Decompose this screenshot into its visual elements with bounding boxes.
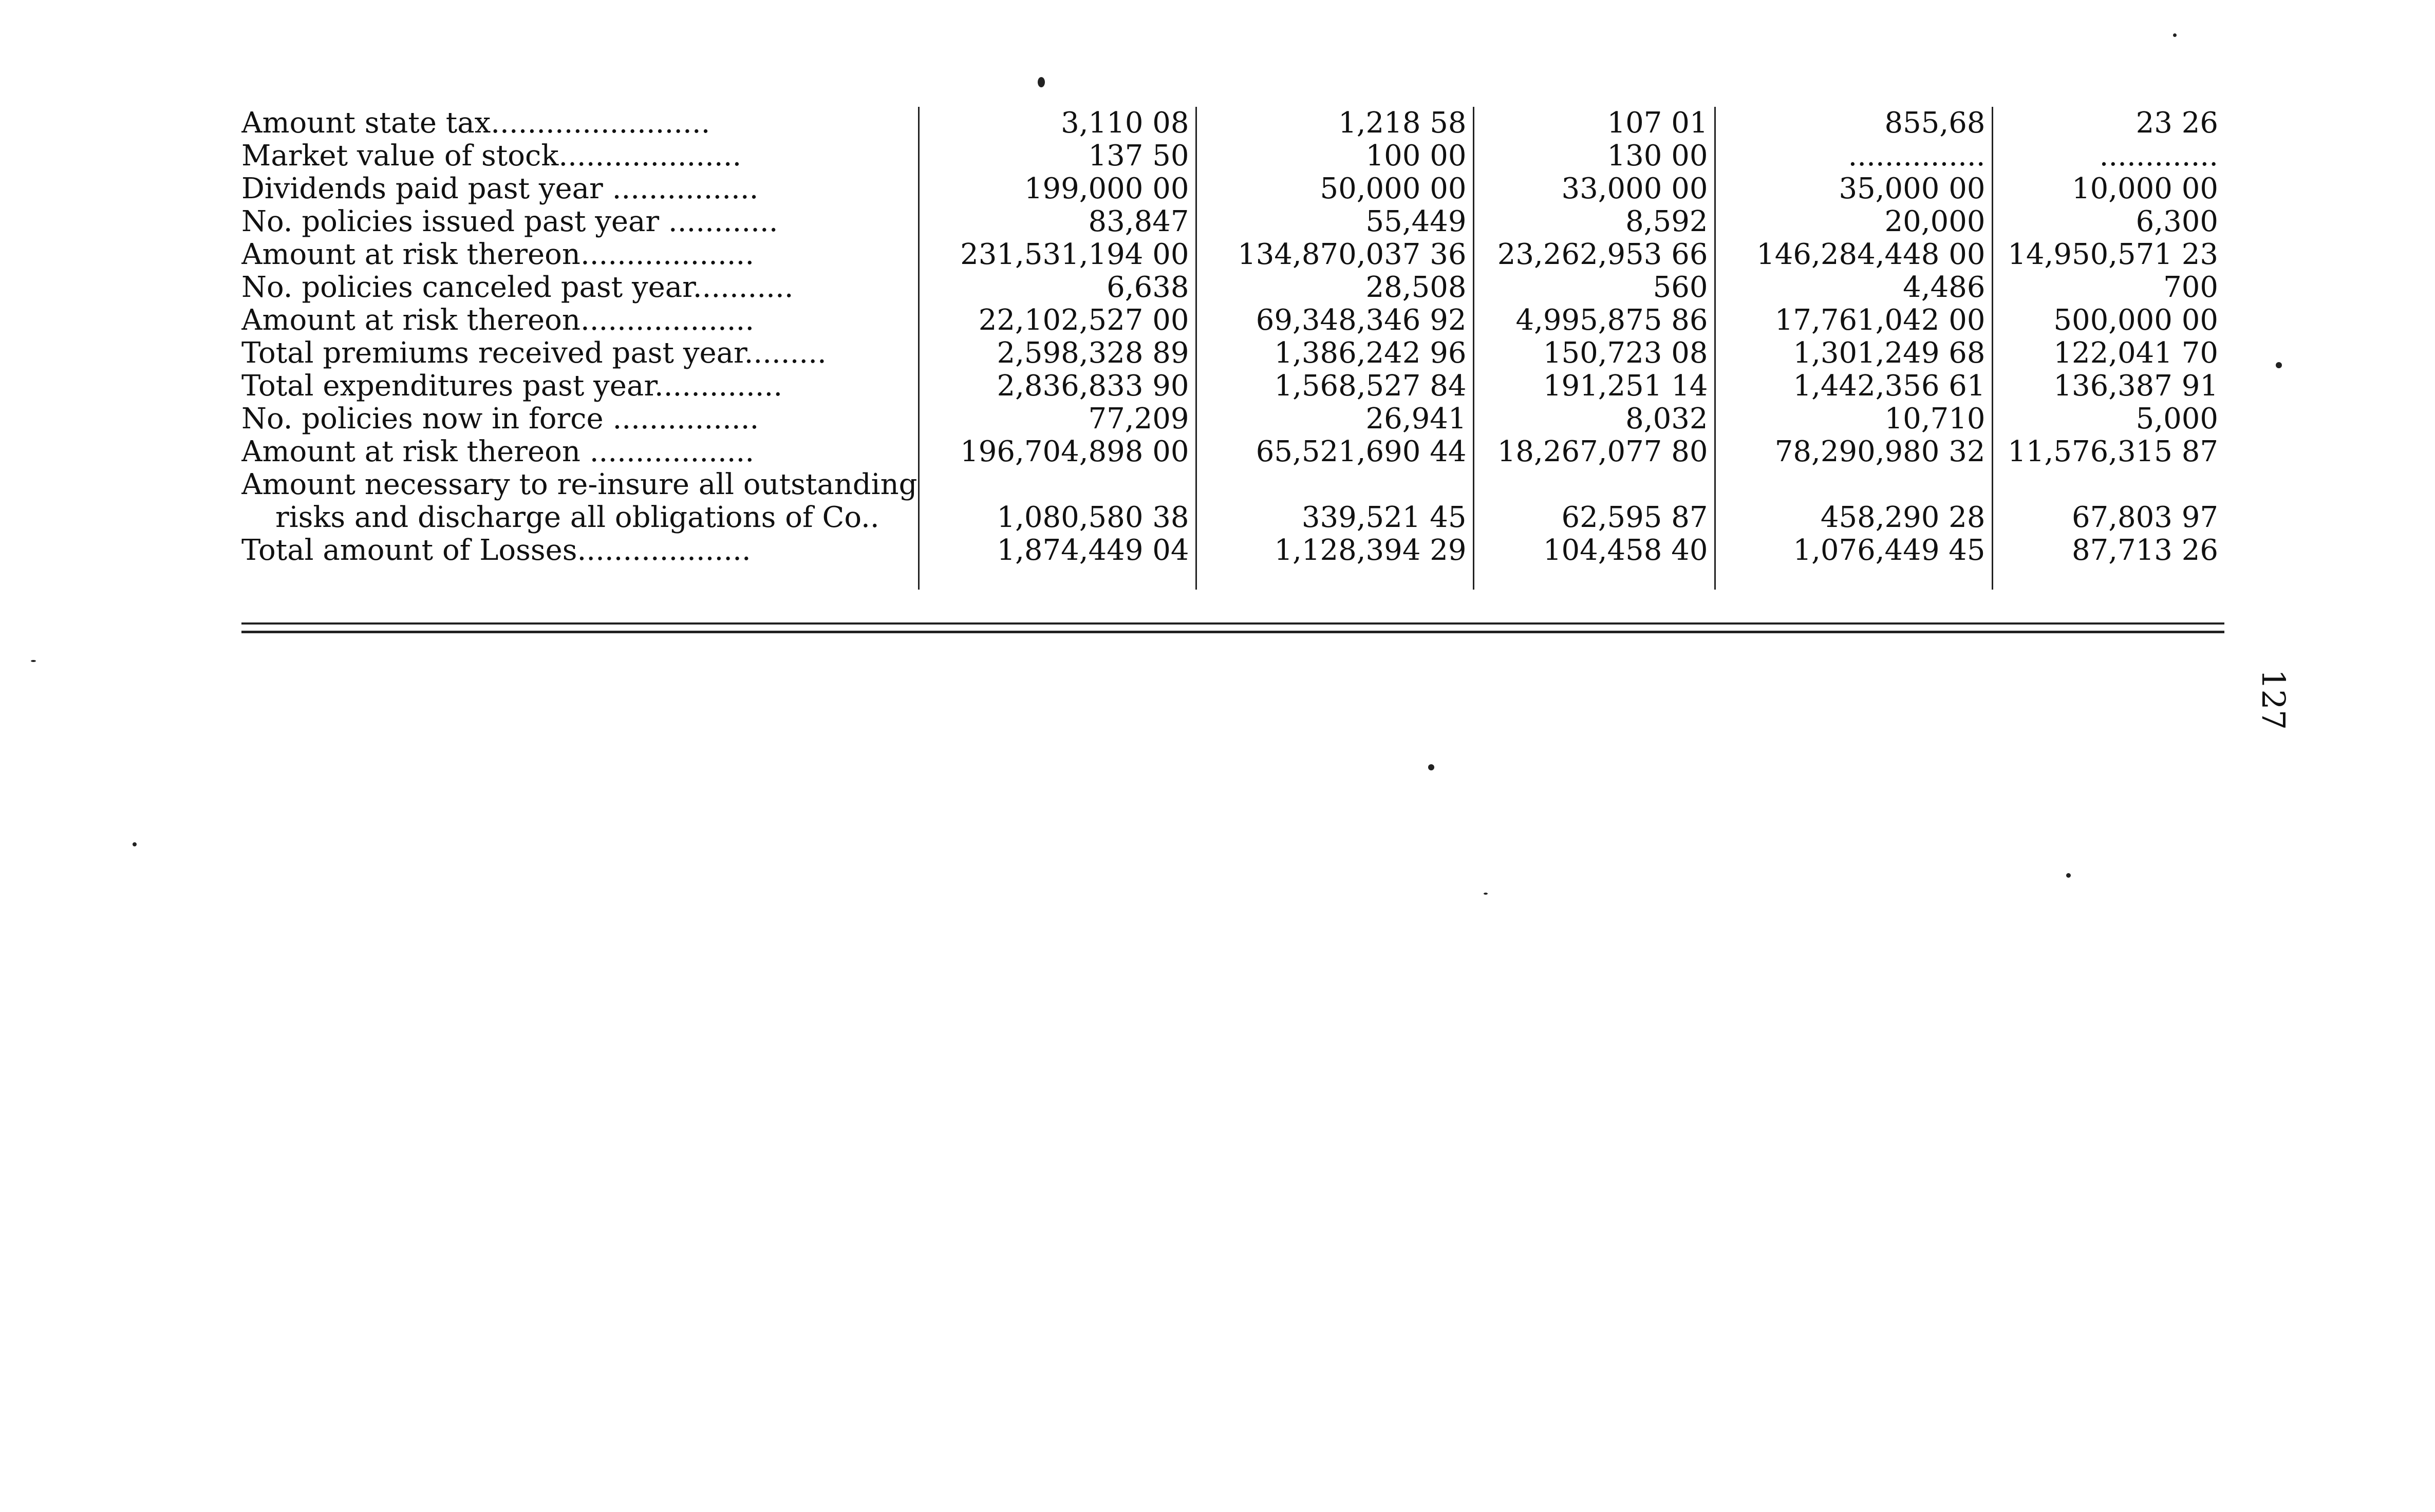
table-cell: 231,531,194 00 bbox=[919, 238, 1196, 271]
scan-speck bbox=[2066, 873, 2071, 878]
scan-speck bbox=[2276, 362, 2282, 368]
table-cell: 28,508 bbox=[1196, 271, 1473, 304]
table-cell: 107 01 bbox=[1473, 107, 1715, 140]
table-cell: 6,300 bbox=[2136, 205, 2218, 238]
table-row bbox=[241, 436, 2224, 468]
row-label: No. policies issued past year ............ bbox=[241, 205, 919, 238]
insurance-statistics-table bbox=[241, 107, 2224, 590]
table-cell: 4,995,875 86 bbox=[1473, 304, 1715, 337]
table-cell: 122,041 70 bbox=[2053, 337, 2218, 370]
table-row bbox=[241, 238, 2224, 271]
table-cell: 1,080,580 38 bbox=[919, 501, 1196, 534]
table-cell: 23,262,953 66 bbox=[1473, 238, 1715, 271]
scan-speck bbox=[133, 842, 137, 846]
table-row bbox=[241, 337, 2224, 370]
table-cell: 191,251 14 bbox=[1473, 370, 1715, 403]
table-row bbox=[241, 205, 2224, 238]
table-cell: 65,521,690 44 bbox=[1196, 436, 1473, 468]
table-cell: 2,836,833 90 bbox=[919, 370, 1196, 403]
table-cell: 100 00 bbox=[1196, 140, 1473, 173]
table-cell: 22,102,527 00 bbox=[919, 304, 1196, 337]
table-cell: 87,713 26 bbox=[2071, 534, 2218, 567]
table-cell: 50,000 00 bbox=[1196, 173, 1473, 205]
table-body bbox=[241, 107, 2224, 468]
table-row bbox=[241, 271, 2224, 304]
row-label: Amount state tax........................ bbox=[241, 107, 919, 140]
scan-speck bbox=[1428, 764, 1434, 770]
table-cell: 1,568,527 84 bbox=[1196, 370, 1473, 403]
table-cell: ............. bbox=[2099, 140, 2218, 173]
table-row bbox=[241, 370, 2224, 403]
table-cell: 26,941 bbox=[1196, 403, 1473, 436]
table-cell: 196,704,898 00 bbox=[919, 436, 1196, 468]
row-label: Total premiums received past year......... bbox=[241, 337, 919, 370]
table-cell: 5,000 bbox=[2136, 403, 2218, 436]
row-label: Dividends paid past year ................ bbox=[241, 173, 919, 205]
table-cell: 67,803 97 bbox=[2071, 501, 2218, 534]
table-cell: 8,592 bbox=[1473, 205, 1715, 238]
row-label: Amount at risk thereon .................. bbox=[241, 436, 919, 468]
row-label: Amount at risk thereon................... bbox=[241, 304, 919, 337]
table-cell: 10,710 bbox=[1715, 403, 1992, 436]
row-label: No. policies canceled past year........... bbox=[241, 271, 919, 304]
table-cell: 6,638 bbox=[919, 271, 1196, 304]
row-label: Market value of stock.................... bbox=[241, 140, 919, 173]
table-bottom-rule bbox=[241, 622, 2224, 625]
table-cell: 1,076,449 45 bbox=[1715, 534, 1992, 567]
table-row-total-losses bbox=[241, 534, 2224, 567]
table-cell: 1,874,449 04 bbox=[919, 534, 1196, 567]
table-cell: 339,521 45 bbox=[1196, 501, 1473, 534]
table-bottom-rule-double bbox=[241, 631, 2224, 633]
table-row bbox=[241, 140, 2224, 173]
table-cell: 20,000 bbox=[1715, 205, 1992, 238]
table-cell: 134,870,037 36 bbox=[1196, 238, 1473, 271]
table-cell: 1,218 58 bbox=[1196, 107, 1473, 140]
table-cell: 560 bbox=[1473, 271, 1715, 304]
table-cell: 35,000 00 bbox=[1715, 173, 1992, 205]
table-bottom-spacer bbox=[241, 567, 2224, 590]
row-label-reinsure-line1: Amount necessary to re-insure all outstanding bbox=[241, 468, 919, 501]
table-cell: 1,301,249 68 bbox=[1715, 337, 1992, 370]
table-cell: ............... bbox=[1715, 140, 1992, 173]
table-cell: 10,000 00 bbox=[2071, 173, 2218, 205]
table-cell: 83,847 bbox=[919, 205, 1196, 238]
table-cell: 1,128,394 29 bbox=[1196, 534, 1473, 567]
scan-speck bbox=[1484, 893, 1488, 895]
table-cell: 23 26 bbox=[2136, 107, 2218, 140]
table-cell: 500,000 00 bbox=[2053, 304, 2218, 337]
table-cell: 55,449 bbox=[1196, 205, 1473, 238]
table-row bbox=[241, 403, 2224, 436]
table-cell: 4,486 bbox=[1715, 271, 1992, 304]
table-cell: 77,209 bbox=[919, 403, 1196, 436]
table-cell: 18,267,077 80 bbox=[1473, 436, 1715, 468]
table-cell: 1,386,242 96 bbox=[1196, 337, 1473, 370]
scan-speck bbox=[2173, 33, 2177, 37]
table-cell: 69,348,346 92 bbox=[1196, 304, 1473, 337]
scan-speck bbox=[31, 660, 36, 662]
table-row bbox=[241, 173, 2224, 205]
table-cell: 855,68 bbox=[1715, 107, 1992, 140]
table-body-tail bbox=[241, 468, 2224, 590]
table-cell: 458,290 28 bbox=[1715, 501, 1992, 534]
table-cell: 146,284,448 00 bbox=[1715, 238, 1992, 271]
table-row bbox=[241, 304, 2224, 337]
table-cell: 8,032 bbox=[1473, 403, 1715, 436]
table-cell: 11,576,315 87 bbox=[2008, 436, 2218, 468]
table-cell: 3,110 08 bbox=[919, 107, 1196, 140]
table-cell: 199,000 00 bbox=[919, 173, 1196, 205]
table-cell: 130 00 bbox=[1473, 140, 1715, 173]
table-cell: 1,442,356 61 bbox=[1715, 370, 1992, 403]
row-label: Total expenditures past year.............. bbox=[241, 370, 919, 403]
table-cell: 17,761,042 00 bbox=[1715, 304, 1992, 337]
row-label: No. policies now in force ................ bbox=[241, 403, 919, 436]
table-cell: 104,458 40 bbox=[1473, 534, 1715, 567]
table-cell: 137 50 bbox=[919, 140, 1196, 173]
table-cell: 700 bbox=[2163, 271, 2218, 304]
table-row bbox=[241, 107, 2224, 140]
table-cell: 2,598,328 89 bbox=[919, 337, 1196, 370]
table-cell: 150,723 08 bbox=[1473, 337, 1715, 370]
row-label-total-losses: Total amount of Losses................... bbox=[241, 534, 919, 567]
scan-speck bbox=[1038, 77, 1045, 87]
table-cell: 62,595 87 bbox=[1473, 501, 1715, 534]
row-label: Amount at risk thereon................... bbox=[241, 238, 919, 271]
table-cell: 14,950,571 23 bbox=[2008, 238, 2218, 271]
table-cell: 33,000 00 bbox=[1473, 173, 1715, 205]
page-number: 127 bbox=[2255, 669, 2292, 730]
table-row-reinsure-line1 bbox=[241, 468, 2224, 501]
table-row-reinsure bbox=[241, 501, 2224, 534]
row-label-reinsure-line2: risks and discharge all obligations of Co.. bbox=[241, 501, 919, 534]
table-cell: 136,387 91 bbox=[2053, 370, 2218, 403]
table-cell: 78,290,980 32 bbox=[1715, 436, 1992, 468]
